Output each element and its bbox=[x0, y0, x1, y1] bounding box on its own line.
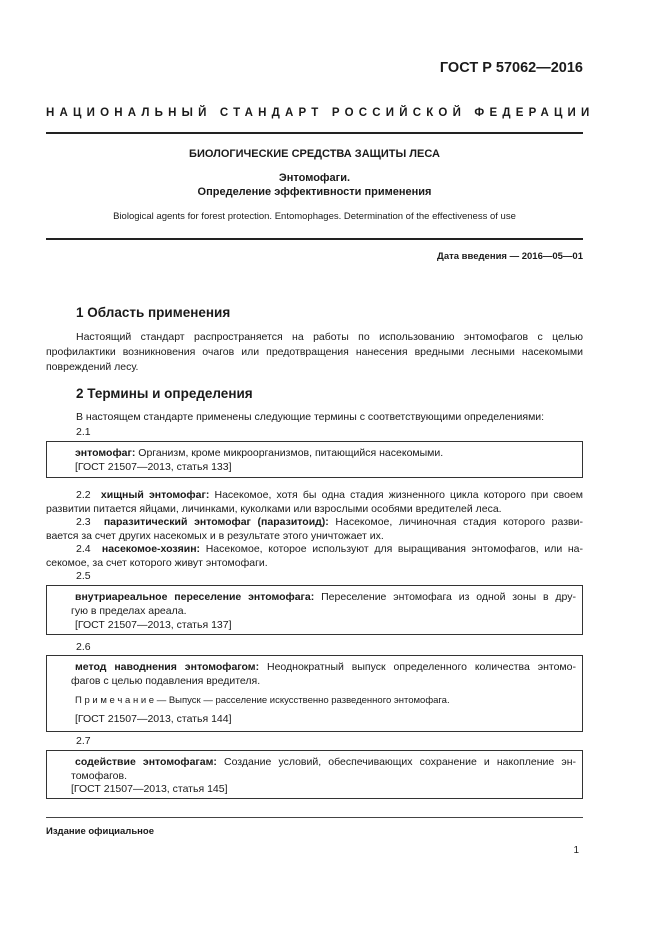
introduction-date: Дата введения — 2016—05—01 bbox=[437, 251, 583, 262]
term-2-6-def-1: Неоднократный выпуск определенного количества энтомо- bbox=[267, 661, 576, 673]
term-2-1-term: энтомофаг: bbox=[75, 447, 136, 459]
section-1-line-3: повреждений лесу. bbox=[46, 361, 139, 373]
term-box-2-7 bbox=[46, 750, 583, 799]
edition-label: Издание официальное bbox=[46, 826, 154, 837]
term-2-6-line-2: фагов с целью подавления вредителя. bbox=[71, 675, 261, 687]
section-2-heading: 2 Термины и определения bbox=[76, 386, 253, 401]
term-2-2-line-2: развитии питается яйцами, личинками, куколками или взрослыми особями вредителей леса. bbox=[46, 503, 502, 515]
term-2-5-def-1: Переселение энтомофага из одной зоны в дру- bbox=[321, 591, 577, 603]
term-2-7-ref: [ГОСТ 21507—2013, статья 145] bbox=[71, 783, 228, 795]
term-2-7-term: содействие энтомофагам: bbox=[75, 756, 217, 768]
section-1-line-2: профилактики возникновения очагов или предотвращения нанесения вредными лесными насекомыми bbox=[46, 346, 583, 358]
term-2-3-line-2: вается за счет других насекомых и в результате этого уничтожает их. bbox=[46, 530, 384, 542]
term-2-6-line-1 bbox=[75, 660, 576, 675]
term-2-4-term: насекомое-хозяин: bbox=[101, 543, 201, 555]
section-2-intro: В настоящем стандарте применены следующие термины с соответствующими определениями: bbox=[76, 411, 545, 423]
term-2-4-line-2: секомое, за счет которого живут энтомофаги. bbox=[46, 557, 268, 569]
standard-title: БИОЛОГИЧЕСКИЕ СРЕДСТВА ЗАЩИТЫ ЛЕСА bbox=[189, 148, 440, 160]
term-2-5-line-1 bbox=[75, 590, 576, 605]
document-code: ГОСТ Р 57062—2016 bbox=[439, 60, 583, 76]
term-2-1-definition bbox=[75, 446, 576, 461]
header-divider bbox=[46, 132, 583, 134]
english-title: Biological agents for forest protection. Entomophages. Determination of the effectiveness of use bbox=[113, 211, 516, 222]
term-2-4-number: 2.4 bbox=[76, 543, 91, 555]
term-2-6-ref: [ГОСТ 21507—2013, статья 144] bbox=[75, 713, 232, 725]
section-1-line-1: Настоящий стандарт распространяется на работы по использованию энтомофагов с целью bbox=[76, 331, 583, 343]
term-box-2-5 bbox=[46, 585, 583, 635]
term-2-4-def-1: Насекомое, которое используют для выращивания энтомофагов, или на- bbox=[205, 543, 583, 555]
term-2-5-ref: [ГОСТ 21507—2013, статья 137] bbox=[75, 619, 232, 631]
title-divider bbox=[46, 238, 583, 240]
term-2-2-def-1: Насекомое, хотя бы одна стадия жизненного цикла которого при своем bbox=[214, 489, 584, 501]
term-2-7-number: 2.7 bbox=[76, 735, 91, 747]
standard-subtitle-1: Энтомофаги. bbox=[278, 172, 351, 184]
term-2-5-number: 2.5 bbox=[76, 570, 91, 582]
term-2-3-line-1 bbox=[76, 515, 583, 530]
term-2-1-def: Организм, кроме микроорганизмов, питающийся насекомыми. bbox=[138, 447, 444, 459]
term-2-7-def-1: Создание условий, обеспечивающих сохранение и накопление эн- bbox=[224, 756, 576, 768]
term-box-2-6 bbox=[46, 655, 583, 732]
term-box-2-1 bbox=[46, 441, 583, 478]
term-2-3-def-1: Насекомое, личиночная стадия которого разви- bbox=[335, 516, 583, 528]
standard-subtitle-2: Определение эффективности применения bbox=[197, 186, 432, 198]
term-2-3-number: 2.3 bbox=[76, 516, 91, 528]
page-number: 1 bbox=[573, 845, 579, 856]
term-2-6-number: 2.6 bbox=[76, 641, 91, 653]
term-2-2-line-1 bbox=[76, 488, 583, 503]
term-2-6-term: метод наводнения энтомофагом: bbox=[75, 661, 260, 673]
term-2-1-number: 2.1 bbox=[76, 426, 91, 438]
term-2-2-number: 2.2 bbox=[76, 489, 91, 501]
term-2-5-line-2: гую в пределах ареала. bbox=[71, 605, 187, 617]
term-2-7-line-2: томофагов. bbox=[71, 770, 128, 782]
term-2-1-ref: [ГОСТ 21507—2013, статья 133] bbox=[75, 461, 232, 473]
footer-divider bbox=[46, 817, 583, 818]
national-standard-banner: НАЦИОНАЛЬНЫЙ СТАНДАРТ РОССИЙСКОЙ ФЕДЕРАЦИИ bbox=[46, 107, 595, 119]
term-2-4-line-1 bbox=[76, 542, 583, 557]
term-2-2-term: хищный энтомофаг: bbox=[100, 489, 210, 501]
term-2-7-line-1 bbox=[75, 755, 576, 770]
term-2-6-note: П р и м е ч а н и е — Выпуск — расселение искусственно разведенного энтомофага. bbox=[75, 695, 450, 706]
section-1-heading: 1 Область применения bbox=[76, 305, 231, 320]
term-2-3-term: паразитический энтомофаг (паразитоид): bbox=[103, 516, 329, 528]
term-2-5-term: внутриареальное переселение энтомофага: bbox=[75, 591, 315, 603]
